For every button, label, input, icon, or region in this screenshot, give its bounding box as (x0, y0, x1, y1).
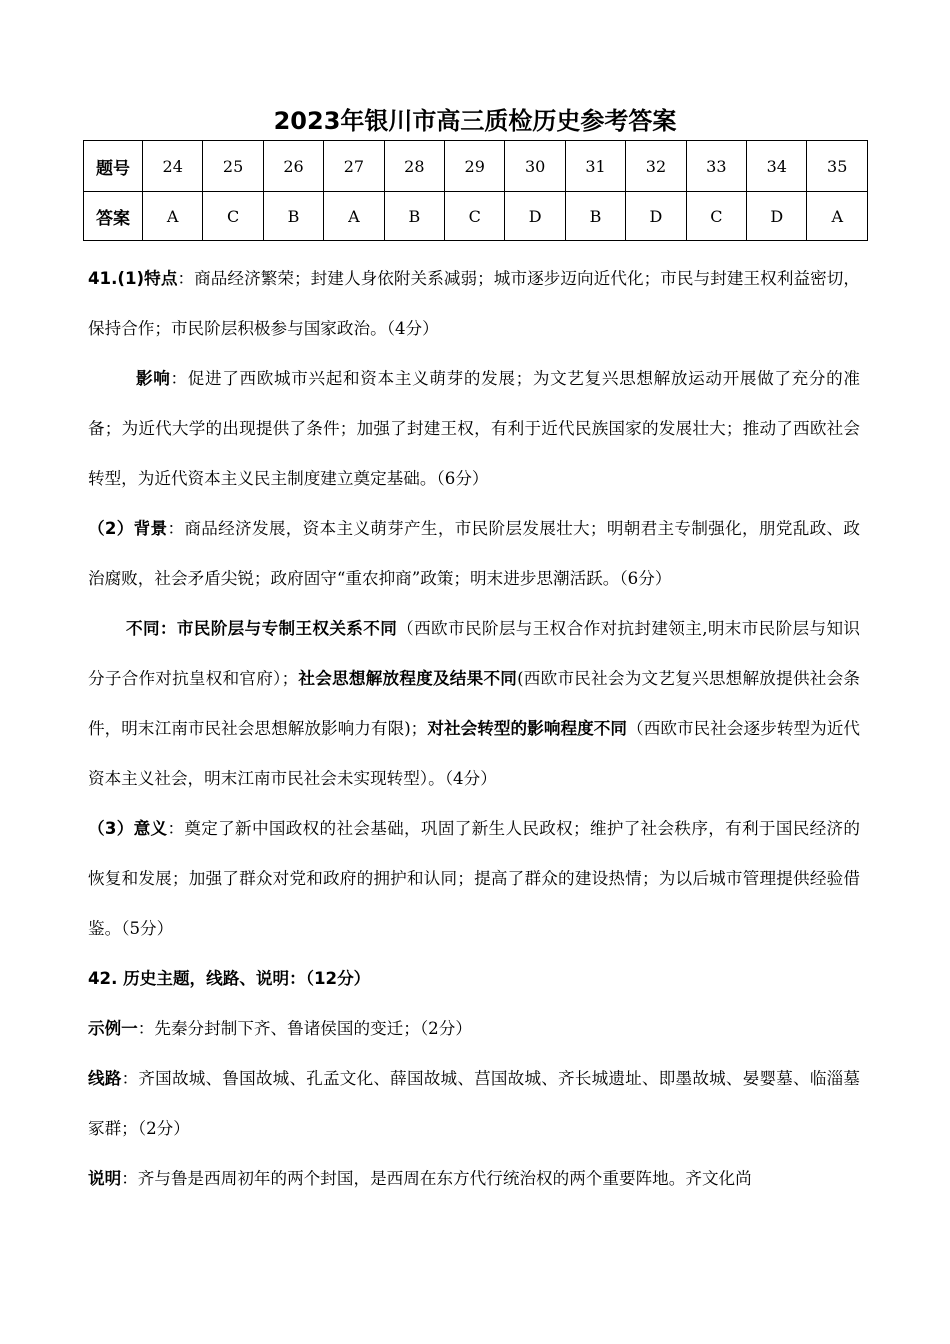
text: ：商品经济繁荣；封建人身依附关系减弱；城市逐步迈向近代化；市民与封建王权利益密切，保持合作；市民阶层积极参与国家政治。（4分） (88, 269, 861, 338)
label: 不同：市民阶层与专制王权关系不同 (126, 619, 398, 638)
question-number: 29 (445, 141, 505, 192)
answer-cell: D (505, 192, 565, 241)
text: (西欧市民社会为文艺复兴思想解放提供社会条件，明末江南市民社会思想解放影响力有限)； (88, 669, 861, 738)
question-number: 25 (203, 141, 263, 192)
answer-cell: B (565, 192, 625, 241)
q41-part2-differences (88, 604, 860, 804)
q42-example (88, 1004, 860, 1054)
question-number: 33 (686, 141, 746, 192)
label: 说明 (88, 1169, 122, 1188)
answer-cell: A (143, 192, 203, 241)
question-number: 34 (747, 141, 807, 192)
number-row (84, 141, 868, 192)
page-title: 2023年银川市高三质检历史参考答案 (273, 107, 677, 135)
q42-description (88, 1154, 860, 1204)
q41-part1-features (88, 254, 860, 354)
row-label-number: 题号 (84, 141, 143, 192)
question-number: 28 (384, 141, 444, 192)
text: ：商品经济发展，资本主义萌芽产生，市民阶层发展壮大；明朝君主专制强化，朋党乱政、政治腐败，社会矛盾尖锐；政府固守“重农抑商”政策；明末进步思潮活跃。（6分） (88, 519, 861, 588)
answer-cell: C (686, 192, 746, 241)
q41-part1-impact (88, 354, 860, 504)
question-number: 32 (626, 141, 686, 192)
label: 示例一 (88, 1019, 138, 1038)
answer-cell: A (807, 192, 868, 241)
q41-part2-background (88, 504, 860, 604)
label: 影响 (136, 369, 171, 388)
question-number: 24 (143, 141, 203, 192)
label: 41.(1)特点 (88, 269, 178, 288)
label: （2）背景 (88, 519, 168, 538)
answer-cell: A (324, 192, 384, 241)
row-label-answer: 答案 (84, 192, 143, 241)
q42-route (88, 1054, 860, 1154)
text: ：促进了西欧城市兴起和资本主义萌芽的发展；为文艺复兴思想解放运动开展做了充分的准备；为近代大学的出现提供了条件；加强了封建王权，有利于近代民族国家的发展壮大；推动了西欧社会转型，为近代资本主义民主制度建立奠定基础。（6分） (88, 369, 861, 488)
answer-cell: B (384, 192, 444, 241)
answer-table (83, 140, 868, 241)
text: ：齐国故城、鲁国故城、孔孟文化、薛国故城、莒国故城、齐长城遗址、即墨故城、晏婴墓、临淄墓冢群；（2分） (88, 1069, 861, 1138)
question-number: 27 (324, 141, 384, 192)
answer-content (88, 254, 860, 1204)
label: 社会思想解放程度及结果不同 (298, 669, 518, 688)
question-number: 31 (565, 141, 625, 192)
answer-cell: C (445, 192, 505, 241)
text: （西欧市民社会逐步转型为近代资本主义社会，明末江南市民社会未实现转型）。（4分） (88, 719, 860, 788)
q42-heading: 42. 历史主题，线路、说明：（12分） (88, 969, 371, 988)
q41-part3-significance (88, 804, 860, 954)
label: （3）意义 (88, 819, 168, 838)
question-number: 35 (807, 141, 868, 192)
label: 对社会转型的影响程度不同 (427, 719, 628, 738)
answer-cell: D (747, 192, 807, 241)
question-number: 30 (505, 141, 565, 192)
answer-cell: B (263, 192, 323, 241)
label: 线路 (88, 1069, 122, 1088)
text: （西欧市民阶层与王权合作对抗封建领主,明末市民阶层与知识分子合作对抗皇权和官府）； (88, 619, 860, 688)
answer-cell: D (626, 192, 686, 241)
text: ：先秦分封制下齐、鲁诸侯国的变迁；（2分） (137, 1019, 472, 1038)
text: ：奠定了新中国政权的社会基础，巩固了新生人民政权；维护了社会秩序，有利于国民经济的恢复和发展；加强了群众对党和政府的拥护和认同；提高了群众的建设热情；为以后城市管理提供经验借鉴。（5分） (88, 819, 861, 938)
answer-row (84, 192, 868, 241)
answer-cell: C (203, 192, 263, 241)
text: ：齐与鲁是西周初年的两个封国，是西周在东方代行统治权的两个重要阵地。齐文化尚 (121, 1169, 752, 1188)
question-number: 26 (263, 141, 323, 192)
